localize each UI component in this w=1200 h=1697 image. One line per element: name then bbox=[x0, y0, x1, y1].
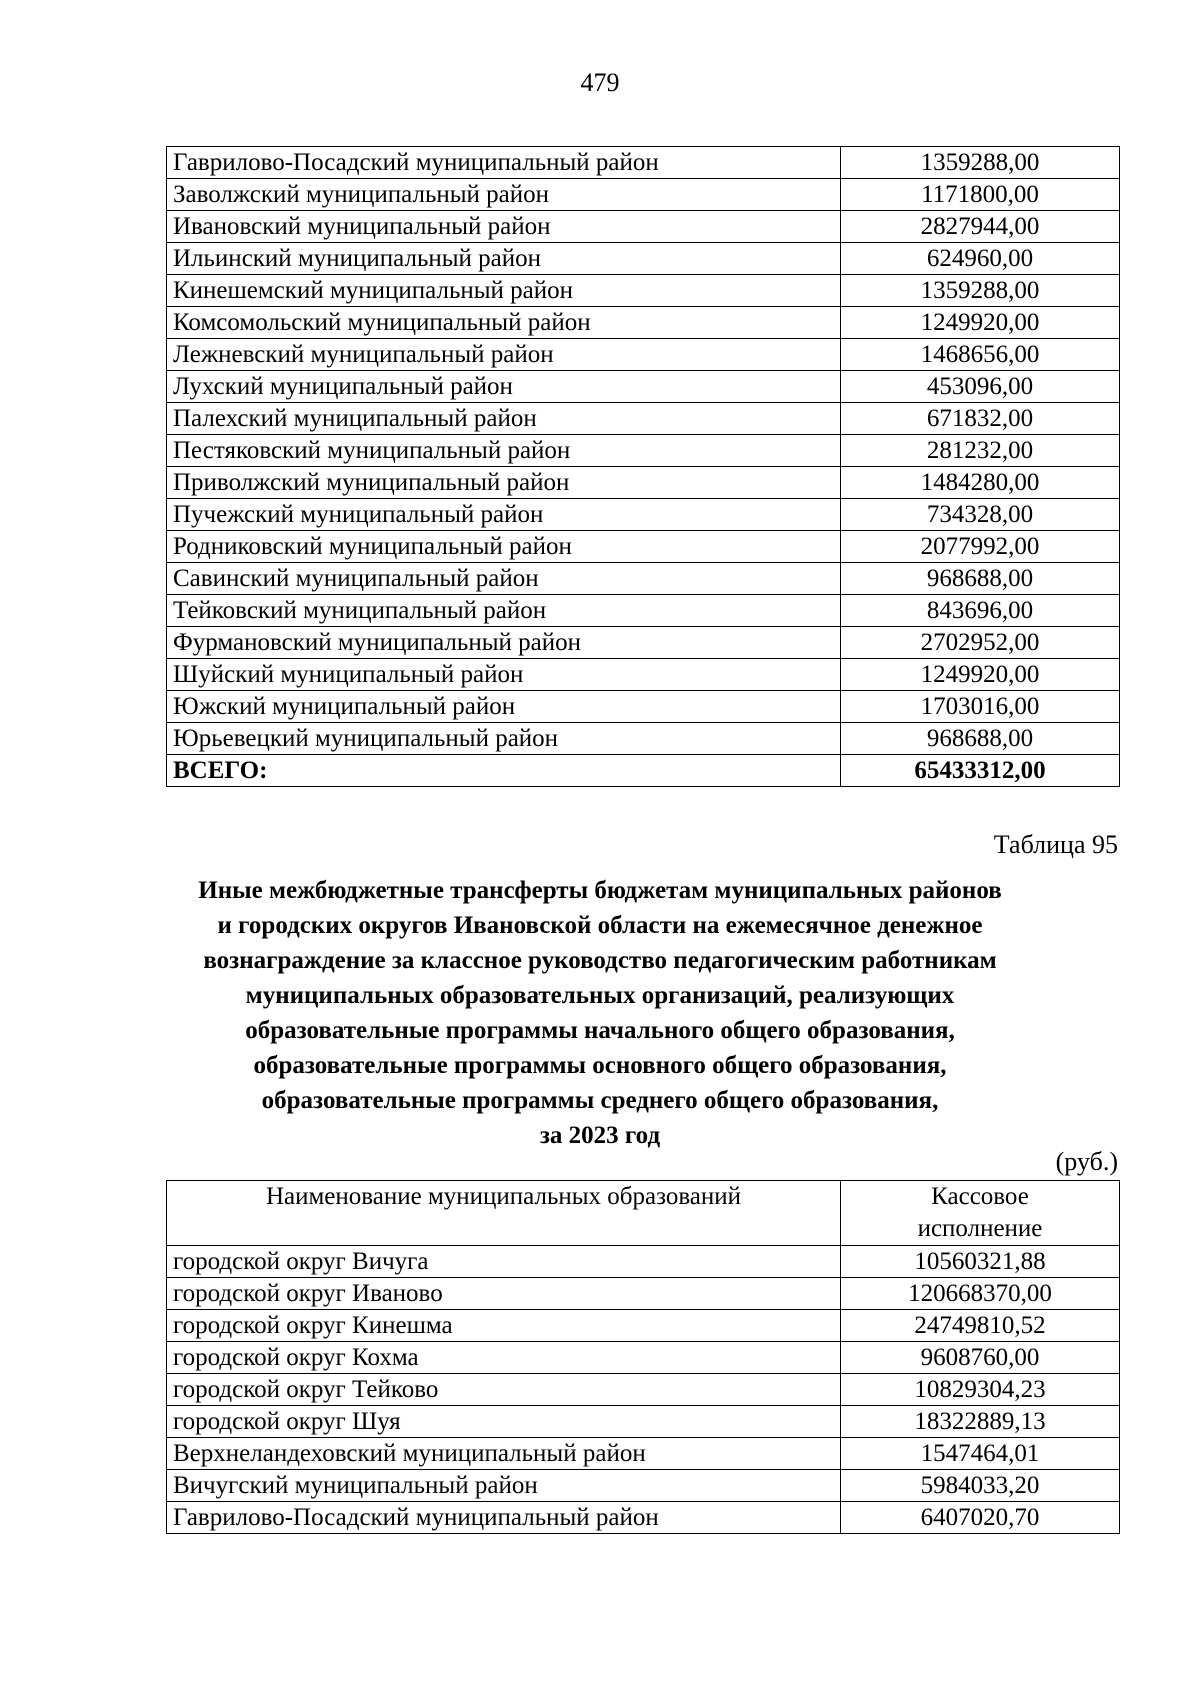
table-row bbox=[167, 723, 1120, 755]
row-name: Комсомольский муниципальный район bbox=[167, 307, 841, 339]
table-row bbox=[167, 371, 1120, 403]
table-header-row bbox=[167, 1181, 1120, 1246]
table-row bbox=[167, 691, 1120, 723]
row-name: городской округ Тейково bbox=[167, 1374, 841, 1406]
row-value: 1703016,00 bbox=[841, 691, 1120, 723]
row-value: 671832,00 bbox=[841, 403, 1120, 435]
table-row bbox=[167, 659, 1120, 691]
row-value: 1359288,00 bbox=[841, 147, 1120, 179]
table-row bbox=[167, 627, 1120, 659]
row-value: 2702952,00 bbox=[841, 627, 1120, 659]
row-value: 624960,00 bbox=[841, 243, 1120, 275]
title-line: Иные межбюджетные трансферты бюджетам муниципальных районов bbox=[198, 877, 1002, 904]
title-line: муниципальных образовательных организаций, реализующих bbox=[245, 982, 955, 1009]
total-row bbox=[167, 755, 1120, 787]
row-value: 1547464,01 bbox=[841, 1438, 1120, 1470]
row-value: 968688,00 bbox=[841, 723, 1120, 755]
row-value: 6407020,70 bbox=[841, 1502, 1120, 1534]
row-name: Гаврилово-Посадский муниципальный район bbox=[167, 1502, 841, 1534]
row-value: 734328,00 bbox=[841, 499, 1120, 531]
table-row bbox=[167, 243, 1120, 275]
page-number: 479 bbox=[580, 68, 620, 97]
row-name: Тейковский муниципальный район bbox=[167, 595, 841, 627]
row-value: 10829304,23 bbox=[841, 1374, 1120, 1406]
column-header-value-line1: Кассовое bbox=[931, 1183, 1029, 1210]
row-value: 453096,00 bbox=[841, 371, 1120, 403]
column-header-name: Наименование муниципальных образований bbox=[167, 1181, 841, 1246]
table-row bbox=[167, 403, 1120, 435]
row-value: 1171800,00 bbox=[841, 179, 1120, 211]
table-row bbox=[167, 499, 1120, 531]
table-row bbox=[167, 467, 1120, 499]
row-name: Вичугский муниципальный район bbox=[167, 1470, 841, 1502]
row-name: Фурмановский муниципальный район bbox=[167, 627, 841, 659]
row-value: 1249920,00 bbox=[841, 659, 1120, 691]
table-row bbox=[167, 1342, 1120, 1374]
row-value: 18322889,13 bbox=[841, 1406, 1120, 1438]
row-value: 843696,00 bbox=[841, 595, 1120, 627]
title-line: образовательные программы начального общего образования, bbox=[245, 1017, 955, 1044]
table-row bbox=[167, 1470, 1120, 1502]
table-row bbox=[167, 339, 1120, 371]
row-value: 1484280,00 bbox=[841, 467, 1120, 499]
column-header-value bbox=[841, 1181, 1120, 1246]
row-name: городской округ Кохма bbox=[167, 1342, 841, 1374]
row-name: Пучежский муниципальный район bbox=[167, 499, 841, 531]
row-name: Ивановский муниципальный район bbox=[167, 211, 841, 243]
row-value: 9608760,00 bbox=[841, 1342, 1120, 1374]
table-row bbox=[167, 563, 1120, 595]
row-name: Верхнеландеховский муниципальный район bbox=[167, 1438, 841, 1470]
title-line: образовательные программы среднего общего образования, bbox=[261, 1087, 939, 1114]
row-value: 1249920,00 bbox=[841, 307, 1120, 339]
table-row bbox=[167, 179, 1120, 211]
column-header-value-line2: исполнение bbox=[917, 1215, 1043, 1242]
row-name: Заволжский муниципальный район bbox=[167, 179, 841, 211]
row-name: Палехский муниципальный район bbox=[167, 403, 841, 435]
row-name: Пестяковский муниципальный район bbox=[167, 435, 841, 467]
row-value: 281232,00 bbox=[841, 435, 1120, 467]
row-value: 2827944,00 bbox=[841, 211, 1120, 243]
row-name: Лежневский муниципальный район bbox=[167, 339, 841, 371]
table-row bbox=[167, 531, 1120, 563]
row-name: городской округ Иваново bbox=[167, 1278, 841, 1310]
row-name: Южский муниципальный район bbox=[167, 691, 841, 723]
table-1 bbox=[166, 146, 1120, 787]
row-value: 1359288,00 bbox=[841, 275, 1120, 307]
units-label: (руб.) bbox=[1055, 1147, 1118, 1176]
total-label: ВСЕГО: bbox=[167, 755, 841, 787]
row-name: Юрьевецкий муниципальный район bbox=[167, 723, 841, 755]
table-row bbox=[167, 275, 1120, 307]
table-row bbox=[167, 211, 1120, 243]
row-name: Савинский муниципальный район bbox=[167, 563, 841, 595]
row-name: Лухский муниципальный район bbox=[167, 371, 841, 403]
table-row bbox=[167, 1310, 1120, 1342]
row-value: 1468656,00 bbox=[841, 339, 1120, 371]
row-value: 5984033,20 bbox=[841, 1470, 1120, 1502]
row-value: 24749810,52 bbox=[841, 1310, 1120, 1342]
table-row bbox=[167, 1438, 1120, 1470]
row-name: Гаврилово-Посадский муниципальный район bbox=[167, 147, 841, 179]
table-number-label: Таблица 95 bbox=[993, 830, 1118, 859]
total-value: 65433312,00 bbox=[841, 755, 1120, 787]
table-row bbox=[167, 1278, 1120, 1310]
title-line: и городских округов Ивановской области на ежемесячное денежное bbox=[217, 912, 983, 939]
row-name: Кинешемский муниципальный район bbox=[167, 275, 841, 307]
table-row bbox=[167, 1502, 1120, 1534]
table-row bbox=[167, 435, 1120, 467]
row-name: Приволжский муниципальный район bbox=[167, 467, 841, 499]
row-value: 120668370,00 bbox=[841, 1278, 1120, 1310]
table-title bbox=[0, 873, 1200, 1153]
table-row bbox=[167, 147, 1120, 179]
row-name: Ильинский муниципальный район bbox=[167, 243, 841, 275]
table-row bbox=[167, 1374, 1120, 1406]
title-line: вознаграждение за классное руководство педагогическим работникам bbox=[203, 947, 997, 974]
table-row bbox=[167, 307, 1120, 339]
title-line: за 2023 год bbox=[539, 1122, 661, 1149]
row-value: 968688,00 bbox=[841, 563, 1120, 595]
table-row bbox=[167, 1406, 1120, 1438]
table-2 bbox=[166, 1180, 1120, 1534]
row-name: городской округ Шуя bbox=[167, 1406, 841, 1438]
row-name: Родниковский муниципальный район bbox=[167, 531, 841, 563]
row-name: городской округ Вичуга bbox=[167, 1246, 841, 1278]
table-row bbox=[167, 595, 1120, 627]
row-name: городской округ Кинешма bbox=[167, 1310, 841, 1342]
row-value: 2077992,00 bbox=[841, 531, 1120, 563]
table-row bbox=[167, 1246, 1120, 1278]
row-value: 10560321,88 bbox=[841, 1246, 1120, 1278]
row-name: Шуйский муниципальный район bbox=[167, 659, 841, 691]
title-line: образовательные программы основного общего образования, bbox=[253, 1052, 947, 1079]
